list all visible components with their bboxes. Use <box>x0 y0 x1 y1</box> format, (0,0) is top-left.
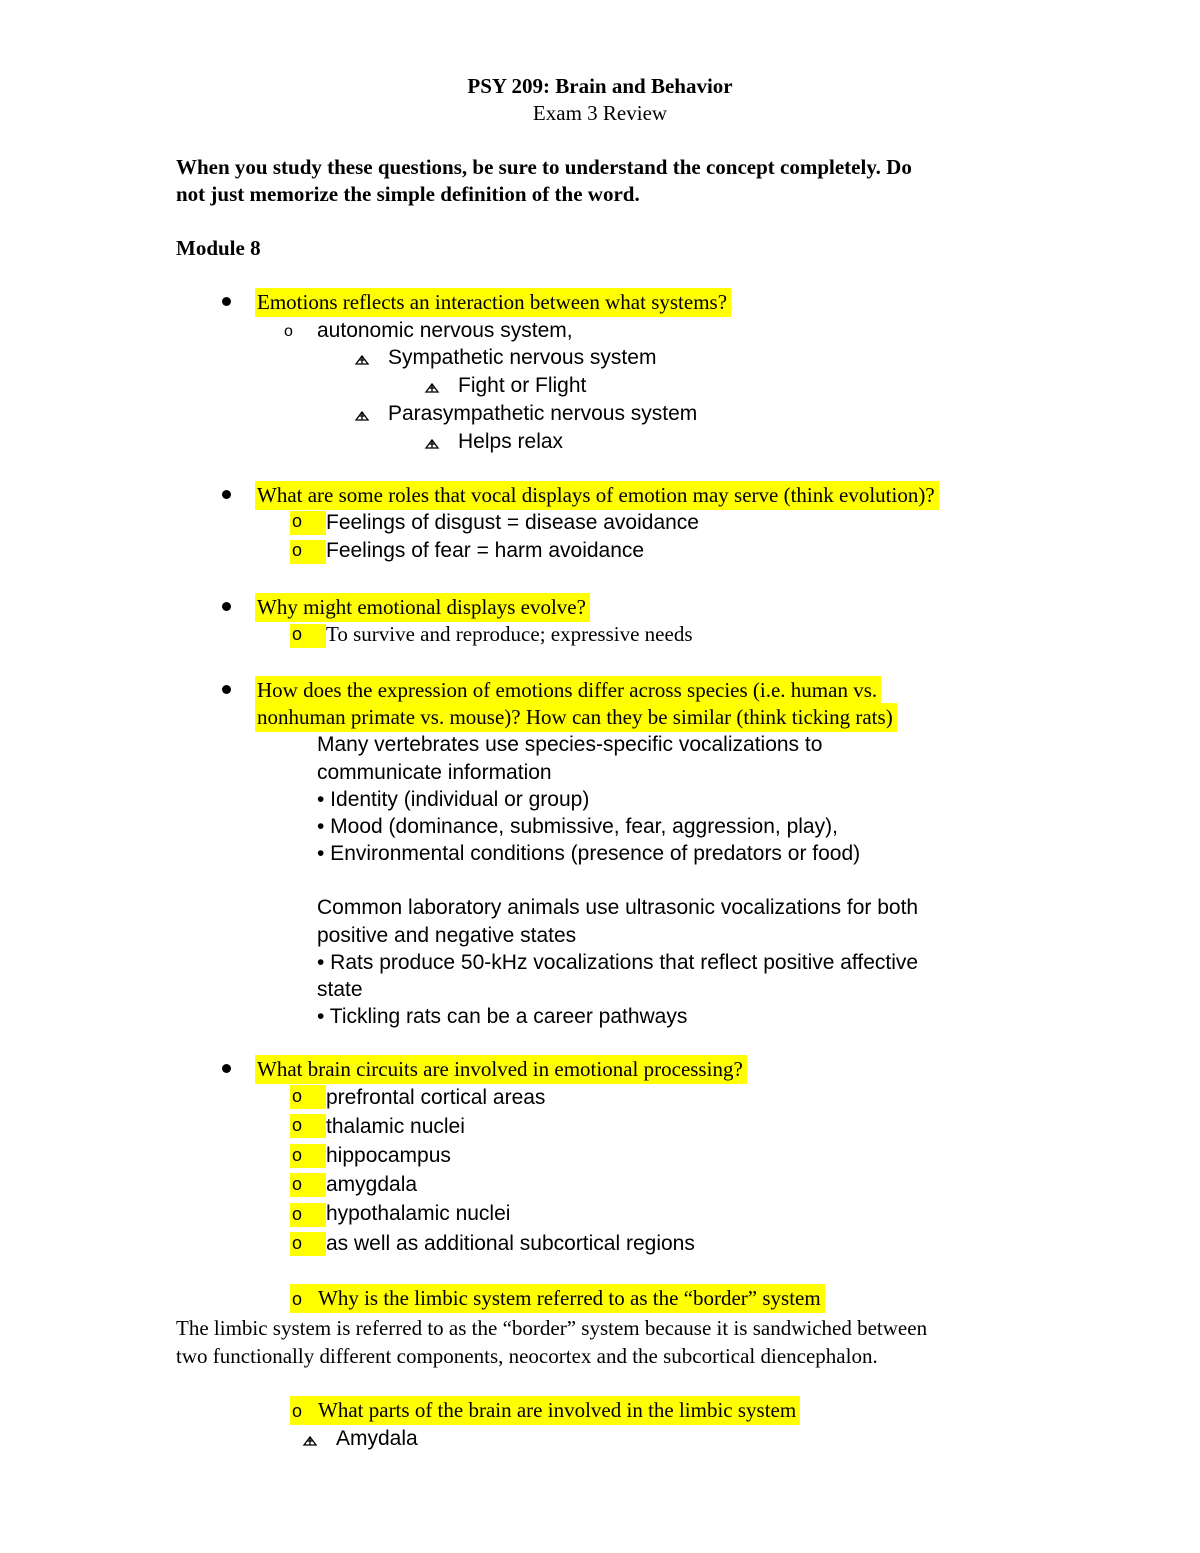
answer-6-line-2: two functionally different components, neocortex and the subcortical diencephalon. <box>176 1344 878 1368</box>
bullet-dot <box>222 490 231 499</box>
answer-1-2: Sympathetic nervous system <box>388 346 657 369</box>
module-heading: Module 8 <box>176 236 261 260</box>
answer-7-1: Amydala <box>336 1427 418 1450</box>
intro-line-1: When you study these questions, be sure to understand the concept completely. Do <box>176 155 912 179</box>
circle-bullet: o <box>292 1401 303 1421</box>
answer-4-p6: Common laboratory animals use ultrasonic vocalizations for both <box>317 896 919 919</box>
circle-bullet: o <box>292 1115 303 1135</box>
answer-2-2: Feelings of fear = harm avoidance <box>326 539 645 562</box>
brain-circuit-item: hypothalamic nuclei <box>326 1202 511 1225</box>
answer-1-5: Helps relax <box>458 430 564 453</box>
answer-4-p8: • Rats produce 50-kHz vocalizations that reflect positive affective <box>317 951 919 974</box>
answer-4-p3: • Identity (individual or group) <box>317 788 590 811</box>
circle-bullet: o <box>292 1145 303 1165</box>
circle-bullet: o <box>292 1204 303 1224</box>
answer-4-p7: positive and negative states <box>317 924 577 947</box>
question-1: Emotions reflects an interaction between what systems? <box>255 292 731 313</box>
page-title: PSY 209: Brain and Behavior <box>467 74 733 98</box>
brain-circuit-item: prefrontal cortical areas <box>326 1086 546 1109</box>
answer-1-4: Parasympathetic nervous system <box>388 402 698 425</box>
bullet-dot <box>222 602 231 611</box>
circle-bullet: o <box>292 1233 303 1253</box>
circle-bullet: o <box>292 624 303 644</box>
answer-4-p5: • Environmental conditions (presence of predators or food) <box>317 842 861 865</box>
answer-4-p9: state <box>317 978 363 1001</box>
question-4-line-1: How does the expression of emotions differ across species (i.e. human vs. <box>255 680 881 701</box>
question-7: o What parts of the brain are involved in the limbic system <box>290 1400 800 1421</box>
brain-circuit-item: amygdala <box>326 1173 418 1196</box>
wingding-square-icon <box>424 437 440 451</box>
answer-4-p1: Many vertebrates use species-specific vocalizations to <box>317 733 823 756</box>
brain-circuit-item: hippocampus <box>326 1144 451 1167</box>
answer-4-p4: • Mood (dominance, submissive, fear, aggression, play), <box>317 815 838 838</box>
circle-bullet: o <box>292 540 303 560</box>
brain-circuit-item: as well as additional subcortical regions <box>326 1232 695 1255</box>
circle-bullet: o <box>292 1174 303 1194</box>
intro-line-2: not just memorize the simple definition of the word. <box>176 182 640 206</box>
page-subtitle: Exam 3 Review <box>532 101 668 125</box>
brain-circuit-item: thalamic nuclei <box>326 1115 465 1138</box>
question-4-line-2: nonhuman primate vs. mouse)? How can they be similar (think ticking rats) <box>255 707 897 728</box>
wingding-square-icon <box>424 381 440 395</box>
answer-2-1: Feelings of disgust = disease avoidance <box>326 511 699 534</box>
answer-1-3: Fight or Flight <box>458 374 587 397</box>
question-2: What are some roles that vocal displays of emotion may serve (think evolution)? <box>255 485 939 506</box>
answer-4-p10: • Tickling rats can be a career pathways <box>317 1005 688 1028</box>
wingding-square-icon <box>354 353 370 367</box>
circle-bullet: o <box>292 1086 303 1106</box>
bullet-dot <box>222 1064 231 1073</box>
answer-4-p2: communicate information <box>317 761 552 784</box>
wingding-square-icon <box>354 409 370 423</box>
answer-6-line-1: The limbic system is referred to as the “border” system because it is sandwiched between <box>176 1316 928 1340</box>
question-3: Why might emotional displays evolve? <box>255 597 590 618</box>
answer-3-1: To survive and reproduce; expressive needs <box>326 622 693 646</box>
bullet-dot <box>222 297 231 306</box>
wingding-square-icon <box>302 1434 318 1448</box>
circle-bullet: o <box>292 511 303 531</box>
bullet-dot <box>222 685 231 694</box>
question-5: What brain circuits are involved in emotional processing? <box>255 1059 747 1080</box>
question-6: o Why is the limbic system referred to as the “border” system <box>290 1288 825 1309</box>
answer-1-1: autonomic nervous system, <box>317 319 573 342</box>
circle-bullet: o <box>292 1289 303 1309</box>
circle-bullet: o <box>284 323 293 340</box>
